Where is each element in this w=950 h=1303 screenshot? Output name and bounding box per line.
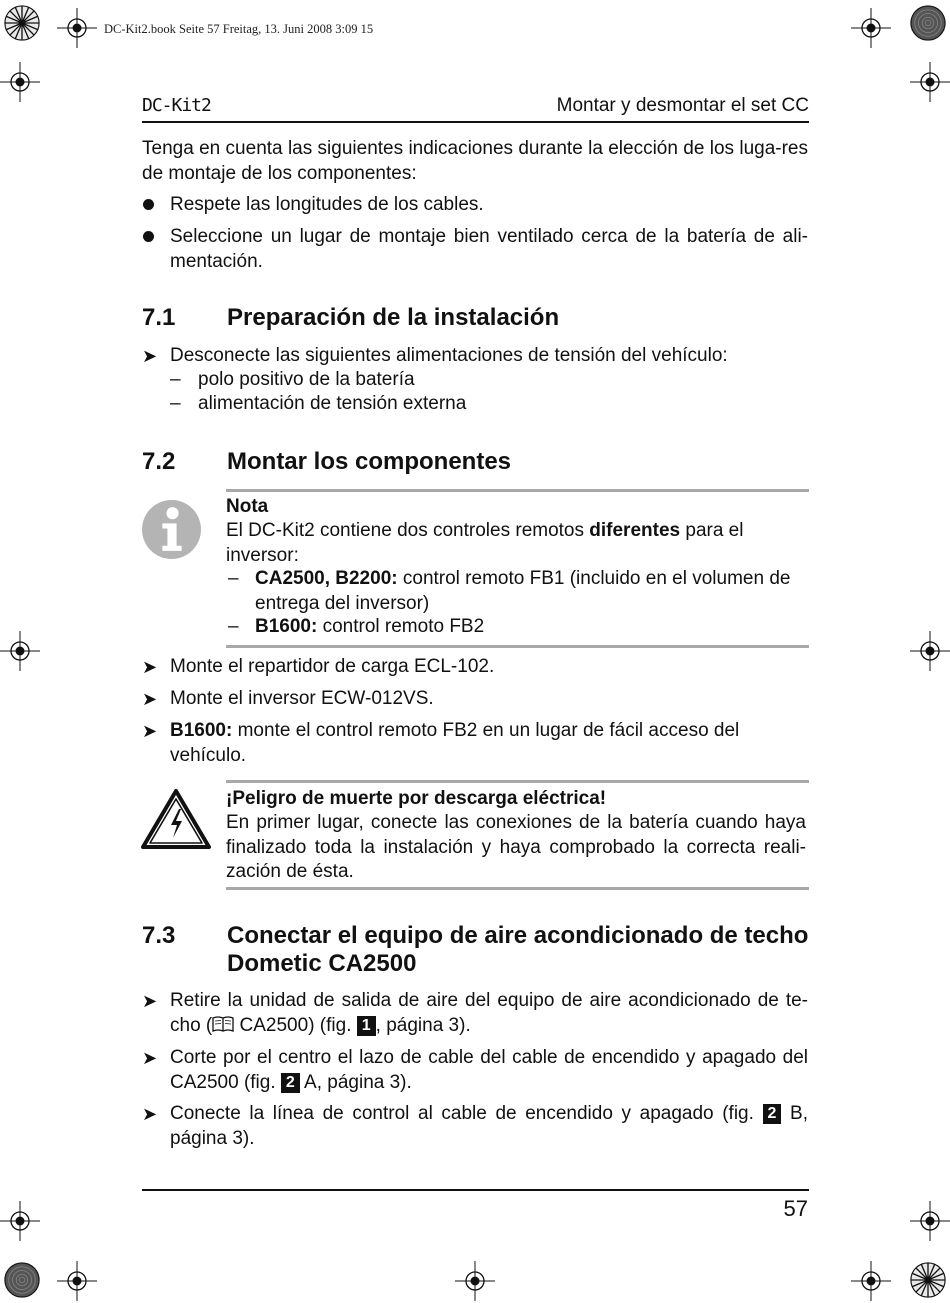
footer-rule [142,1189,809,1191]
warning-top-rule [226,780,809,783]
header-rule [142,121,809,123]
print-slug: DC-Kit2.book Seite 57 Freitag, 13. Juni 2008 3:09 15 [104,22,374,36]
dash-marker: – [170,369,181,390]
section-number: 7.2 [142,448,176,475]
bullet-dot [143,231,154,242]
step-text: Monte el inversor ECW-012VS. [170,688,434,709]
intro-paragraph: Tenga en cuenta las siguientes indicaciones durante la elección de los luga-res de montaje de los componentes: [142,138,808,184]
dash-marker: – [228,616,239,637]
registration-mark-icon [851,8,891,48]
step-text: Conecte la línea de control al cable de encendido y apagado (fig. 2 B, página 3). [170,1103,808,1149]
running-header-right: Montar y desmontar el set CC [556,95,809,116]
section-number: 7.1 [142,304,176,331]
registration-mark-icon [0,1201,40,1241]
registration-mark-icon [910,631,950,671]
dash-marker: – [170,393,181,414]
step-text: B1600: monte el control remoto FB2 en un lugar de fácil acceso del vehículo. [170,720,740,766]
registration-mark-icon [0,631,40,671]
step-arrow-icon: ➤ [142,1048,158,1068]
running-header-left: DC-Kit2 [142,95,211,116]
registration-mark-icon [851,1261,891,1301]
color-rosette-icon [909,4,947,42]
registration-mark-icon [455,1261,495,1301]
color-rosette-icon [3,1261,41,1299]
step-text: Desconecte las siguientes alimentaciones de tensión del vehículo: [170,345,728,366]
note-item: B1600: control remoto FB2 [255,616,485,637]
registration-mark-icon [57,8,97,48]
step-arrow-icon: ➤ [142,657,158,677]
info-icon [141,499,202,560]
color-rosette-icon [909,1261,947,1299]
manual-book-icon [212,1015,234,1033]
dash-marker: – [228,568,239,589]
section-title: Conectar el equipo de aire acondicionado de techo Dometic CA2500 [227,922,809,977]
section-title: Preparación de la instalación [227,304,560,331]
warning-bottom-rule [226,887,809,890]
registration-mark-icon [57,1261,97,1301]
note-title: Nota [226,496,269,517]
step-arrow-icon: ➤ [142,721,158,741]
intro-bullet: Respete las longitudes de los cables. [170,194,484,215]
bullet-dot [143,199,154,210]
step-arrow-icon: ➤ [142,689,158,709]
note-top-rule [226,489,809,492]
warning-text: En primer lugar, conecte las conexiones de la batería cuando haya finalizado toda la instalación y haya comprobado la correcta reali-zación de ésta. [226,812,806,882]
note-bottom-rule [226,645,809,648]
section-title: Montar los componentes [227,448,512,475]
color-rosette-icon [3,4,41,42]
step-arrow-icon: ➤ [142,991,158,1011]
figure-ref: 2 [763,1104,782,1124]
registration-mark-icon [0,62,40,102]
figure-ref: 1 [357,1016,376,1036]
step-text: Monte el repartidor de carga ECL-102. [170,656,495,677]
figure-ref: 2 [281,1073,300,1093]
electric-hazard-icon [140,788,212,850]
note-text: El DC-Kit2 contiene dos controles remotos diferentes para el inversor: [226,520,744,566]
page-number: 57 [783,1196,808,1221]
step-text: Retire la unidad de salida de aire del equipo de aire acondicionado de te-cho ( CA2500) (fig. 1 , página 3). [170,990,808,1036]
sub-item: polo positivo de la batería [198,369,415,390]
warning-title: ¡Peligro de muerte por descarga eléctrica! [226,788,607,809]
intro-bullet: Seleccione un lugar de montaje bien ventilado cerca de la batería de ali-mentación. [170,226,808,272]
registration-mark-icon [910,62,950,102]
step-arrow-icon: ➤ [142,1104,158,1124]
registration-mark-icon [910,1201,950,1241]
step-arrow-icon: ➤ [142,346,158,366]
section-number: 7.3 [142,922,176,949]
step-text: Corte por el centro el lazo de cable del cable de encendido y apagado del CA2500 (fig. 2 A, página 3). [170,1047,808,1093]
sub-item: alimentación de tensión externa [198,393,467,414]
note-item: CA2500, B2200: control remoto FB1 (incluido en el volumen de entrega del inversor) [255,568,791,614]
